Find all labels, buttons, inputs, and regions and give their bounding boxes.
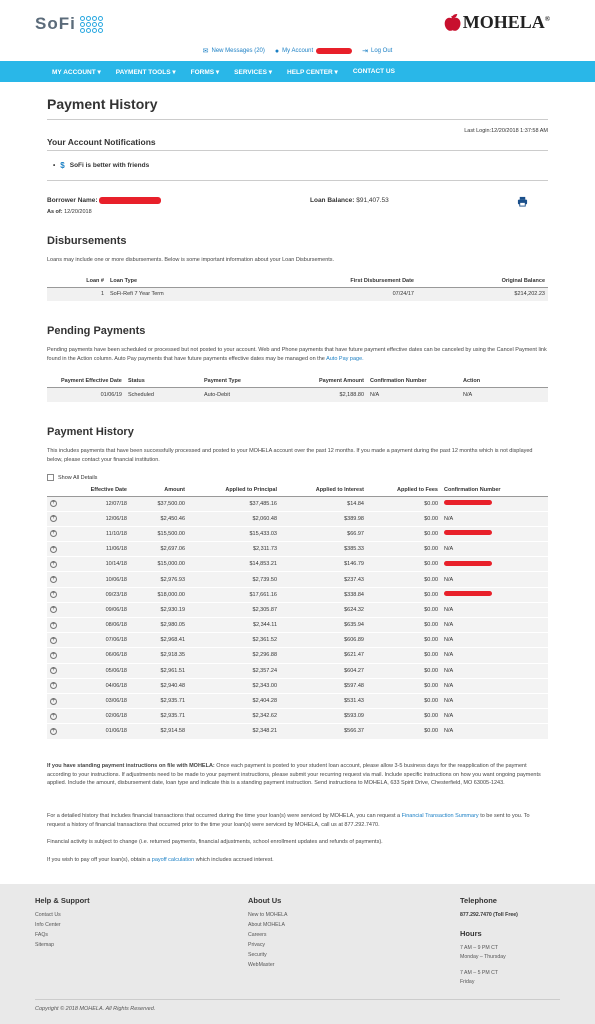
as-of-value: 12/20/2018	[64, 209, 92, 215]
footer	[0, 884, 595, 1024]
table-row	[47, 678, 548, 693]
expand-cell	[47, 511, 60, 526]
expand-plus-icon[interactable]: +	[51, 651, 56, 658]
expand-cell	[47, 587, 60, 602]
footer-link-sitemap[interactable]: Sitemap	[35, 942, 55, 948]
col-loan-num: Loan #	[47, 276, 107, 287]
cell: 10/14/18	[60, 557, 130, 572]
cell: $237.43	[280, 572, 367, 587]
cell: $0.00	[367, 526, 441, 541]
cell: 11/06/18	[60, 542, 130, 557]
expand-plus-icon[interactable]: +	[51, 560, 56, 567]
cell: $14.84	[280, 496, 367, 511]
cell	[441, 526, 548, 541]
cell: 12/06/18	[60, 511, 130, 526]
cell: $2,697.06	[130, 542, 188, 557]
table-row	[47, 557, 548, 572]
col-status: Status	[125, 376, 201, 387]
expand-plus-icon[interactable]: +	[51, 500, 56, 507]
cell: $2,935.71	[130, 693, 188, 708]
col-pay-amount: Payment Amount	[281, 376, 367, 387]
footer-phone[interactable]: 877.292.7470 (Toll Free)	[460, 912, 518, 918]
user-links	[0, 47, 595, 55]
nav-contact-us[interactable]: CONTACT US	[352, 68, 395, 75]
cell: 07/06/18	[60, 633, 130, 648]
table-row	[47, 287, 548, 301]
loan-balance-value: $91,407.53	[356, 197, 389, 204]
table-row	[47, 693, 548, 708]
history-title: Payment History	[47, 426, 134, 438]
cell: N/A	[441, 724, 548, 739]
cell: $2,739.50	[188, 572, 280, 587]
cell: $2,450.46	[130, 511, 188, 526]
footer-link-faqs[interactable]: FAQs	[35, 932, 48, 938]
activity-note: Financial activity is subject to change (i.e. returned payments, financial adjustments, school enrollment updates and refunds of payments).	[47, 839, 383, 845]
col-first-disb: First Disbursement Date	[267, 276, 417, 287]
detailed-note-a: For a detailed history that includes financial transactions that occurred during the time your loan(s) were serviced by MOHELA, you can request a	[47, 813, 401, 819]
notification-text: SoFi is better with friends	[69, 162, 150, 169]
history-desc: This includes payments that have been successfully processed and posted to your MOHELA account over the past 12 months. If you made a payment during the past 12 months which is not displayed below, please contact your financial institution.	[47, 448, 533, 463]
payment-history-table	[47, 485, 548, 740]
expand-plus-icon[interactable]: +	[51, 682, 56, 689]
cell: 09/06/18	[60, 602, 130, 617]
cell: $389.98	[280, 511, 367, 526]
cell: $0.00	[367, 557, 441, 572]
expand-cell	[47, 724, 60, 739]
standing-note-bold: If you have standing payment instructions on file with MOHELA:	[47, 763, 215, 769]
cell: $2,311.73	[188, 542, 280, 557]
print-icon[interactable]	[517, 196, 528, 207]
cell: 04/06/18	[60, 678, 130, 693]
cell: $2,305.87	[188, 602, 280, 617]
auto-pay-link[interactable]: Auto Pay page.	[326, 355, 364, 362]
cell: $604.27	[280, 663, 367, 678]
expand-cell	[47, 526, 60, 541]
cell: $606.89	[280, 633, 367, 648]
payment-history-rows	[47, 496, 548, 739]
cell: $0.00	[367, 678, 441, 693]
table-row	[47, 587, 548, 602]
disbursements-desc: Loans may include one or more disbursements. Below is some important information about your Loan Disbursements.	[47, 257, 335, 263]
cell: $0.00	[367, 648, 441, 663]
pending-table	[47, 376, 548, 402]
cell: N/A	[441, 633, 548, 648]
cell: $66.97	[280, 526, 367, 541]
cell: $2,296.88	[188, 648, 280, 663]
disbursements-title: Disbursements	[47, 235, 127, 247]
payoff-note-b: which includes accrued interest.	[195, 857, 274, 863]
table-row	[47, 572, 548, 587]
table-row	[47, 663, 548, 678]
cell: $621.47	[280, 648, 367, 663]
cell: 09/23/18	[60, 587, 130, 602]
footer-divider	[35, 999, 560, 1000]
cell: $18,000.00	[130, 587, 188, 602]
footer-link-new[interactable]: New to MOHELA	[248, 912, 288, 918]
cell: 12/07/18	[60, 496, 130, 511]
expand-plus-icon[interactable]: +	[51, 515, 56, 522]
payoff-note-a: If you wish to pay off your loan(s), obtain a	[47, 857, 151, 863]
cell: $385.33	[280, 542, 367, 557]
expand-plus-icon[interactable]: +	[51, 712, 56, 719]
cell: $37,485.16	[188, 496, 280, 511]
cell	[441, 496, 548, 511]
table-row	[47, 709, 548, 724]
cell: Auto-Debit	[201, 387, 281, 402]
my-account-link[interactable]	[275, 47, 352, 55]
cell: $2,930.19	[130, 602, 188, 617]
logout-link[interactable]	[362, 47, 392, 55]
table-row	[47, 602, 548, 617]
cell: $0.00	[367, 602, 441, 617]
detailed-note-b: to be sent to you. To request a history of financial transactions that occurred prior to the time your loan(s) were serviced by MOHELA, call us at 877.292.7470.	[47, 813, 530, 828]
cell: $2,348.21	[188, 724, 280, 739]
page-title: Payment History	[47, 96, 158, 112]
cell: $0.00	[367, 709, 441, 724]
cell: $597.48	[280, 678, 367, 693]
table-row	[47, 648, 548, 663]
dollar-icon: $	[60, 161, 65, 170]
user-icon: ●	[274, 47, 280, 55]
cell: 08/06/18	[60, 618, 130, 633]
expand-plus-icon[interactable]: +	[51, 545, 56, 552]
nav-forms[interactable]: FORMS ▾	[190, 68, 220, 76]
expand-plus-icon[interactable]: +	[51, 530, 56, 537]
expand-cell	[47, 496, 60, 511]
footer-about-title: About Us	[248, 896, 282, 905]
cell: N/A	[441, 678, 548, 693]
standing-note-text: Once each payment is posted to your student loan account, please allow 3-5 business days for the reapplication of the payment according to your instructions. If adjustments need to be made to your payment instructions, please submit your recurring request via mail. Include specific instructions on how you want ongoing payments applied. Include the amount, disbursement date, loan type and indicate this is a standing payment instruction. Send instructions to MOHELA, 633 Spirit Drive, Chesterfield, MO 63005-1243.	[47, 763, 541, 786]
show-all-checkbox[interactable]	[47, 474, 54, 481]
col-principal: Applied to Principal	[188, 485, 280, 496]
message-icon: ✉	[202, 48, 209, 55]
cell: $15,433.03	[188, 526, 280, 541]
cell: $2,980.05	[130, 618, 188, 633]
cell: $2,961.51	[130, 663, 188, 678]
cell: $146.79	[280, 557, 367, 572]
col-expand	[47, 485, 60, 496]
expand-plus-icon[interactable]: +	[51, 591, 56, 598]
cell: $2,935.71	[130, 709, 188, 724]
col-interest: Applied to Interest	[280, 485, 367, 496]
col-eff-date: Payment Effective Date	[47, 376, 125, 387]
nav-help-center[interactable]: HELP CENTER ▾	[287, 68, 338, 76]
footer-hours-2a: 7 AM – 5 PM CT	[460, 970, 499, 976]
cell: 02/06/18	[60, 709, 130, 724]
col-confirmation-number: Confirmation Number	[441, 485, 548, 496]
cell	[441, 587, 548, 602]
cell: $2,344.11	[188, 618, 280, 633]
nav-services[interactable]: SERVICES ▾	[234, 68, 272, 76]
cell: N/A	[441, 648, 548, 663]
copyright: Copyright © 2018 MOHELA. All Rights Reserved.	[35, 1006, 156, 1012]
expand-plus-icon[interactable]: +	[51, 697, 56, 704]
cell: 07/24/17	[267, 287, 417, 301]
cell: $0.00	[367, 663, 441, 678]
cell: $14,853.21	[188, 557, 280, 572]
table-row	[47, 511, 548, 526]
cell: $0.00	[367, 587, 441, 602]
cell: N/A	[441, 511, 548, 526]
mohela-wordmark: MOHELA	[462, 12, 545, 32]
cell: 01/06/19	[47, 387, 125, 402]
cell: $2,404.28	[188, 693, 280, 708]
expand-cell	[47, 709, 60, 724]
financial-summary-link[interactable]: Financial Transaction Summary	[401, 813, 479, 819]
table-row	[47, 387, 548, 402]
sofi-wordmark: SoFi	[35, 14, 76, 33]
cell: $0.00	[367, 693, 441, 708]
show-all-details[interactable]	[47, 474, 97, 481]
cell: $17,661.16	[188, 587, 280, 602]
cell: $2,968.41	[130, 633, 188, 648]
as-of-label: As of:	[47, 209, 63, 215]
cell: $2,343.00	[188, 678, 280, 693]
footer-hours-2b: Friday	[460, 979, 475, 985]
payoff-note	[47, 856, 548, 865]
footer-link-privacy[interactable]: Privacy	[248, 942, 266, 948]
divider	[47, 180, 548, 181]
nav-my-account[interactable]: MY ACCOUNT ▾	[52, 68, 101, 76]
cell: N/A	[441, 663, 548, 678]
expand-cell	[47, 693, 60, 708]
expand-plus-icon[interactable]: +	[51, 606, 56, 613]
cell: $2,940.48	[130, 678, 188, 693]
cell: $0.00	[367, 618, 441, 633]
col-confirmation: Confirmation Number	[367, 376, 460, 387]
cell: $37,500.00	[130, 496, 188, 511]
footer-link-careers[interactable]: Careers	[248, 932, 267, 938]
cell: $531.43	[280, 693, 367, 708]
standing-instructions-note	[47, 762, 548, 788]
logout-icon: ⇥	[362, 48, 368, 55]
col-pay-type: Payment Type	[201, 376, 281, 387]
redacted-confirmation	[444, 530, 492, 535]
cell: N/A	[441, 602, 548, 617]
redacted-borrower	[99, 197, 161, 204]
cell: $0.00	[367, 511, 441, 526]
expand-plus-icon[interactable]: +	[51, 576, 56, 583]
redacted-confirmation	[444, 591, 492, 596]
footer-phone-title: Telephone	[460, 896, 497, 905]
footer-help-title: Help & Support	[35, 896, 90, 905]
expand-cell	[47, 633, 60, 648]
cell: N/A	[367, 387, 460, 402]
col-effective-date: Effective Date	[60, 485, 130, 496]
table-row	[47, 633, 548, 648]
borrower-name	[47, 197, 161, 204]
cell: $2,914.58	[130, 724, 188, 739]
cell: $2,918.35	[130, 648, 188, 663]
expand-plus-icon[interactable]: +	[51, 667, 56, 674]
cell: SoFi-Refi 7 Year Term	[107, 287, 267, 301]
cell: $0.00	[367, 542, 441, 557]
loan-balance	[310, 197, 389, 204]
cell: N/A	[441, 618, 548, 633]
cell: $214,202.23	[417, 287, 548, 301]
detailed-history-note	[47, 812, 548, 829]
expand-cell	[47, 602, 60, 617]
footer-hours-1a: 7 AM – 9 PM CT	[460, 945, 499, 951]
redacted-confirmation	[444, 500, 492, 505]
expand-cell	[47, 572, 60, 587]
cell: N/A	[460, 387, 548, 402]
expand-cell	[47, 663, 60, 678]
footer-hours-1b: Monday – Thursday	[460, 954, 506, 960]
cell: $593.09	[280, 709, 367, 724]
notification-item[interactable]	[53, 161, 149, 170]
expand-cell	[47, 648, 60, 663]
cell: 11/10/18	[60, 526, 130, 541]
notifications-title: Your Account Notifications	[47, 137, 156, 147]
bullet-icon: •	[53, 162, 56, 169]
divider	[47, 150, 548, 151]
disbursements-table	[47, 276, 548, 301]
table-row	[47, 526, 548, 541]
footer-hours-title: Hours	[460, 929, 482, 938]
cell: $0.00	[367, 496, 441, 511]
expand-cell	[47, 557, 60, 572]
expand-cell	[47, 542, 60, 557]
cell: 01/06/18	[60, 724, 130, 739]
my-account-label: My Account	[282, 48, 314, 54]
loan-balance-label: Loan Balance:	[310, 197, 355, 204]
cell: $635.94	[280, 618, 367, 633]
cell: 05/06/18	[60, 663, 130, 678]
cell: 03/06/18	[60, 693, 130, 708]
payoff-calculation-link[interactable]: payoff calculation	[151, 857, 195, 863]
cell: $624.32	[280, 602, 367, 617]
cell: $2,188.80	[281, 387, 367, 402]
cell: $566.37	[280, 724, 367, 739]
table-row	[47, 724, 548, 739]
pending-title: Pending Payments	[47, 325, 146, 337]
cell: N/A	[441, 542, 548, 557]
footer-link-contact[interactable]: Contact Us	[35, 912, 61, 918]
cell: $2,342.62	[188, 709, 280, 724]
expand-plus-icon[interactable]: +	[51, 727, 56, 734]
pending-desc-text: Pending payments have been scheduled or processed but not posted to your account. Web and Phone payments that have future payment effective dates can be canceled by using the Cancel Payment link found in the Action column. Auto Pay payments that have future payments effective dates may be managed on the	[47, 347, 547, 362]
table-row	[47, 496, 548, 511]
table-row	[47, 542, 548, 557]
logout-label: Log Out	[371, 48, 393, 54]
cell: 1	[47, 287, 107, 301]
col-amount: Amount	[130, 485, 188, 496]
sofi-logo[interactable]	[35, 14, 103, 34]
cell: Scheduled	[125, 387, 201, 402]
table-row	[47, 618, 548, 633]
cell: N/A	[441, 693, 548, 708]
expand-cell	[47, 618, 60, 633]
mohela-logo[interactable]: 🍎︎MOHELA®	[442, 12, 550, 32]
cell: N/A	[441, 709, 548, 724]
cell	[441, 557, 548, 572]
expand-cell	[47, 678, 60, 693]
cell: $2,357.24	[188, 663, 280, 678]
redacted-confirmation	[444, 561, 492, 566]
cell: $15,000.00	[130, 557, 188, 572]
expand-plus-icon[interactable]: +	[51, 621, 56, 628]
sofi-dots-icon	[80, 16, 103, 33]
cell: $338.84	[280, 587, 367, 602]
as-of	[47, 209, 92, 215]
nav-payment-tools[interactable]: PAYMENT TOOLS ▾	[115, 68, 176, 76]
col-original-balance: Original Balance	[417, 276, 548, 287]
cell: $2,361.52	[188, 633, 280, 648]
show-all-label: Show All Details	[58, 474, 98, 481]
cell: 06/06/18	[60, 648, 130, 663]
messages-label: New Messages (20)	[211, 48, 265, 54]
col-fees: Applied to Fees	[367, 485, 441, 496]
cell: 10/06/18	[60, 572, 130, 587]
cell: N/A	[441, 572, 548, 587]
last-login: Last Login:12/20/2018 1:37:58 AM	[464, 128, 548, 134]
col-action: Action	[460, 376, 548, 387]
pending-desc	[47, 346, 548, 363]
divider	[47, 119, 548, 120]
cell: $15,500.00	[130, 526, 188, 541]
cell: $2,060.48	[188, 511, 280, 526]
footer-link-info-center[interactable]: Info Center	[35, 922, 61, 928]
borrower-name-label: Borrower Name:	[47, 197, 98, 205]
messages-link[interactable]	[203, 47, 265, 55]
cell: $2,976.93	[130, 572, 188, 587]
col-loan-type: Loan Type	[107, 276, 267, 287]
footer-link-about[interactable]: About MOHELA	[248, 922, 285, 928]
cell: $0.00	[367, 572, 441, 587]
footer-link-webmaster[interactable]: WebMaster	[248, 962, 275, 968]
cell: $0.00	[367, 724, 441, 739]
apple-icon: 🍎︎	[442, 15, 463, 32]
footer-link-security[interactable]: Security	[248, 952, 267, 958]
expand-plus-icon[interactable]: +	[51, 636, 56, 643]
main-nav	[0, 61, 595, 82]
redacted-name	[316, 48, 352, 54]
cell: $0.00	[367, 633, 441, 648]
